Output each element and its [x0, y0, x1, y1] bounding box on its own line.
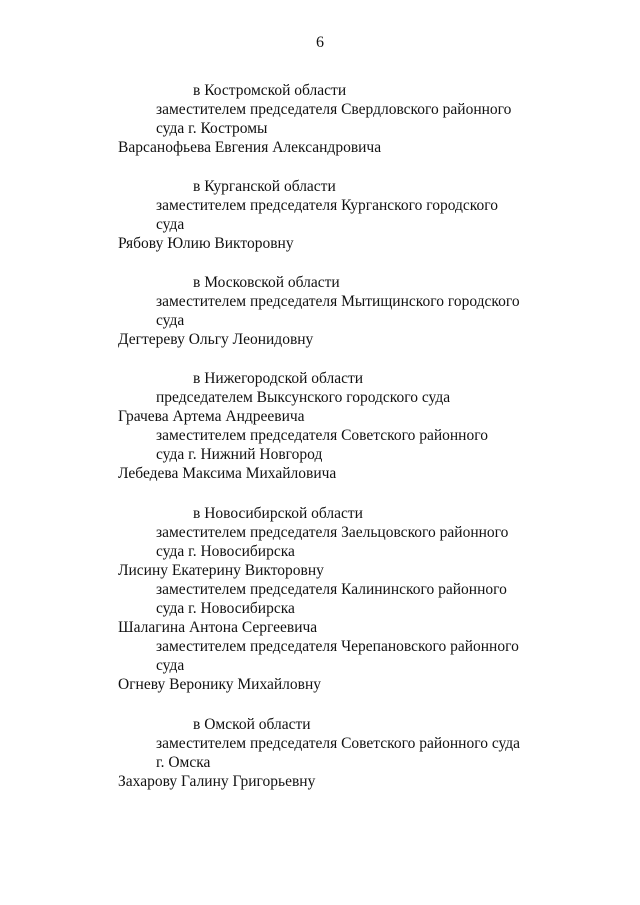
position-text: заместителем председателя Заельцовского районного: [156, 524, 509, 541]
position-text: заместителем председателя Советского районного суда: [156, 735, 521, 752]
position-text: г. Омска: [156, 754, 211, 771]
person-name: Варсанофьева Евгения Александровича: [118, 139, 382, 156]
position-text: суда г. Костромы: [156, 120, 268, 137]
position-text: суда: [156, 312, 185, 329]
position-text: суда г. Новосибирска: [156, 600, 295, 617]
position-text: заместителем председателя Курганского городского: [156, 197, 499, 214]
position-text: заместителем председателя Калининского районного: [156, 581, 507, 598]
person-name: Лебедева Максима Михайловича: [118, 465, 337, 482]
position-text: заместителем председателя Черепановского районного: [156, 638, 519, 655]
position-text: заместителем председателя Мытищинского городского: [156, 293, 520, 310]
position-text: суда г. Новосибирска: [156, 543, 295, 560]
position-text: заместителем председателя Свердловского районного: [156, 101, 512, 118]
position-text: суда: [156, 657, 185, 674]
person-name: Огневу Веронику Михайловну: [118, 676, 322, 693]
person-name: Рябову Юлию Викторовну: [118, 235, 294, 252]
person-name: Захарову Галину Григорьевну: [118, 773, 316, 790]
position-text: председателем Выксунского городского суда: [156, 389, 451, 406]
region-heading: в Московской области: [193, 274, 340, 291]
position-text: заместителем председателя Советского районного: [156, 427, 488, 444]
position-text: суда г. Нижний Новгород: [156, 446, 323, 463]
page-number: 6: [316, 34, 324, 51]
person-name: Лисину Екатерину Викторовну: [118, 562, 324, 579]
person-name: Дегтереву Ольгу Леонидовну: [118, 331, 314, 348]
region-heading: в Нижегородской области: [193, 370, 364, 387]
position-text: суда: [156, 216, 185, 233]
region-heading: в Новосибирской области: [193, 505, 363, 522]
region-heading: в Курганской области: [193, 178, 336, 195]
person-name: Шалагина Антона Сергеевича: [118, 619, 318, 636]
person-name: Грачева Артема Андреевича: [118, 408, 305, 425]
region-heading: в Костромской области: [193, 82, 347, 99]
region-heading: в Омской области: [193, 716, 311, 733]
